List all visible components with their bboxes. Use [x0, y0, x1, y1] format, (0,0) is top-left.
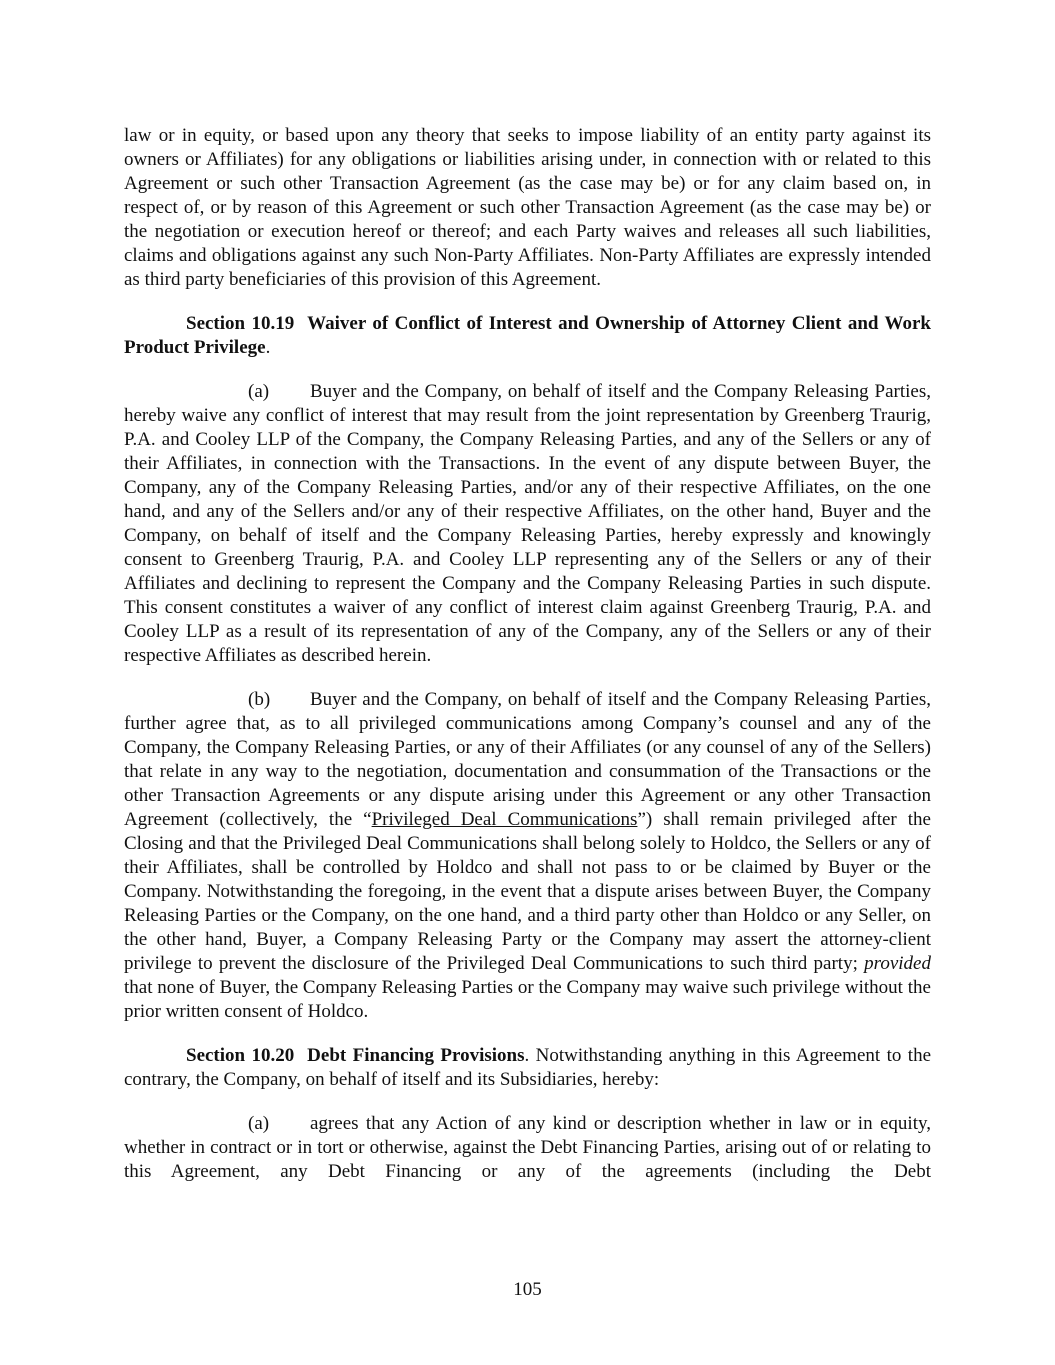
section-10-20-a-label: (a)	[248, 1113, 270, 1134]
section-10-19-title: Waiver of Conflict of Interest and Ownership of Attorney Client and Work Product Privilege	[124, 313, 931, 358]
section-10-20-a-text: agrees that any Action of any kind or description whether in law or in equity, whether in contract or in tort or otherwise, against the Debt Financing Parties, arising out of or relating to this Agreement, any Debt Financing or any of the agreements (including the Debt	[124, 1113, 931, 1182]
section-10-19-a-paragraph	[124, 380, 931, 668]
defined-term-privileged-deal-communications: Privileged Deal Communications	[371, 809, 638, 830]
section-10-20-paragraph	[124, 1044, 931, 1092]
section-10-19-b-paragraph	[124, 688, 931, 1024]
section-10-19-b-italic-provided: provided	[864, 953, 931, 974]
section-10-20-intro: . Notwithstanding anything in this Agreement to the contrary, the Company, on behalf of itself and its Subsidiaries, hereby:	[124, 1045, 932, 1090]
section-10-19-b-label: (b)	[248, 689, 271, 710]
section-10-19-title-end: .	[265, 337, 271, 358]
paragraph-gap	[124, 292, 931, 312]
paragraph-gap	[124, 360, 931, 380]
section-10-19-number: Section 10.19	[186, 313, 295, 334]
paragraph-gap	[124, 668, 931, 688]
continuation-paragraph: law or in equity, or based upon any theory that seeks to impose liability of an entity party against its owners or Affiliates) for any obligations or liabilities arising under, in connection with or related to this Agreement or such other Transaction Agreement (as the case may be) or for any claim based on, in respect of, or by reason of this Agreement or such other Transaction Agreement (as the case may be) or the negotiation or execution hereof or thereof; and each Party waives and releases all such liabilities, claims and obligations against any such Non-Party Affiliates. Non-Party Affiliates are expressly intended as third party beneficiaries of this provision of this Agreement.	[124, 125, 931, 290]
section-10-19-a-text: Buyer and the Company, on behalf of itself and the Company Releasing Parties, hereby waive any conflict of interest that may result from the joint representation by Greenberg Traurig, P.A. and Cooley LLP of the Company, the Company Releasing Parties, and any of the Sellers or any of their Affiliates, in connection with the Transactions. In the event of any dispute between Buyer, the Company, any of the Company Releasing Parties, and/or any of their respective Affiliates, on the one hand, and any of the Sellers and/or any of their respective Affiliates, on the other hand, Buyer and the Company, on behalf of itself and the Company Releasing Parties, hereby expressly and knowingly consent to Greenberg Traurig, P.A. and Cooley LLP representing any of the Sellers or any of their Affiliates and declining to represent the Company and the Company Releasing Parties in such dispute. This consent constitutes a waiver of any conflict of interest claim against Greenberg Traurig, P.A. and Cooley LLP as a result of its representation of any of the Company, any of the Sellers or any of their respective Affiliates as described herein.	[124, 381, 931, 666]
document-page	[124, 124, 931, 1184]
paragraph-gap	[124, 1024, 931, 1044]
section-10-20-number: Section 10.20	[186, 1045, 295, 1066]
section-10-19-heading	[124, 312, 931, 360]
section-10-19-b-text-3: that none of Buyer, the Company Releasing Parties or the Company may waive such privilege without the prior written consent of Holdco.	[124, 977, 931, 1022]
page-number: 105	[513, 1279, 542, 1300]
section-10-19-a-label: (a)	[248, 381, 270, 402]
paragraph-gap	[124, 1092, 931, 1112]
section-10-19-b-text-1: Buyer and the Company, on behalf of itself and the Company Releasing Parties, further agree that, as to all privileged communications among Company’s counsel and any of the Company, the Company Releasing Parties, or any of their Affiliates (or any counsel of any of the Sellers) that relate in any way to the negotiation, documentation and consummation of the Transactions or the other Transaction Agreements or any dispute arising under this Agreement or any other Transaction Agreement (collectively, the “	[124, 689, 931, 830]
section-10-19-b-text-2: ”) shall remain privileged after the Closing and that the Privileged Deal Communications shall belong solely to Holdco, the Sellers or any of their Affiliates, shall be controlled by Holdco and shall not pass to or be claimed by Buyer or the Company. Notwithstanding the foregoing, in the event that a dispute arises between Buyer, the Company Releasing Parties or the Company, on the one hand, and a third party other than Holdco or any Seller, on the other hand, Buyer, a Company Releasing Party or the Company may assert the attorney-client privilege to prevent the disclosure of the Privileged Deal Communications to such third party;	[124, 809, 931, 974]
section-10-20-a-paragraph	[124, 1112, 931, 1184]
section-10-20-title: Debt Financing Provisions	[307, 1045, 525, 1066]
